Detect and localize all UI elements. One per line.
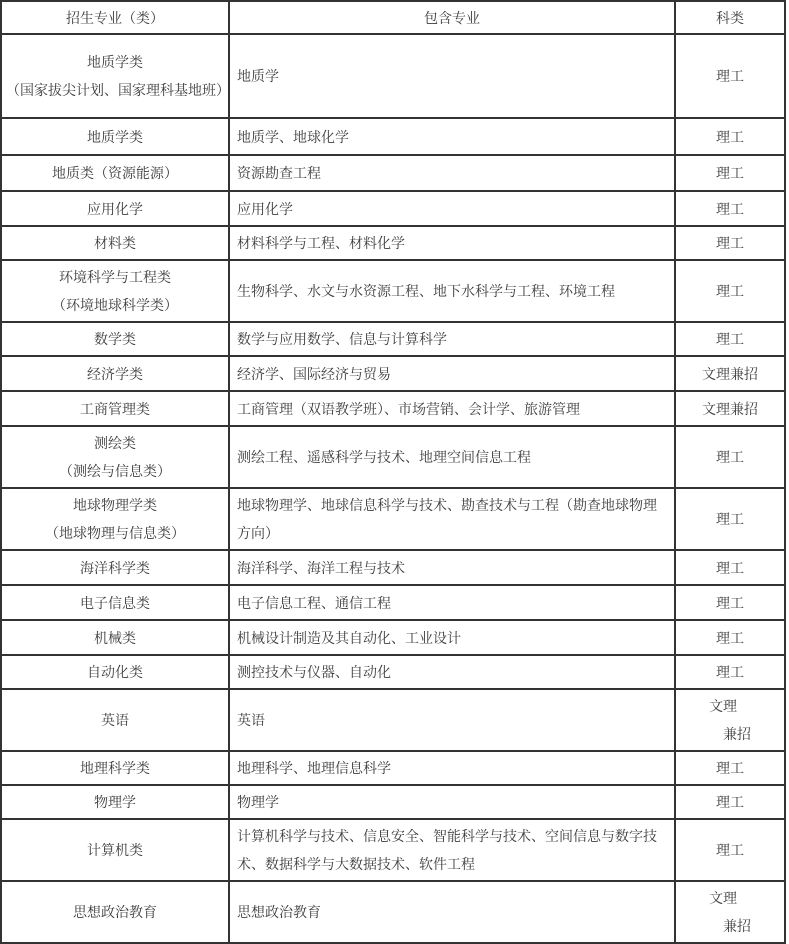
included-majors-cell: 地质学、地球化学 (229, 118, 675, 155)
subject-category-line: 兼招 (723, 726, 751, 742)
major-name: 英语 (101, 712, 129, 728)
included-majors-cell: 地球物理学、地球信息科学与技术、勘查技术与工程（勘查地球物理方向） (229, 488, 675, 550)
subject-category-cell: 理工 (675, 226, 785, 260)
included-majors-cell: 英语 (229, 689, 675, 751)
major-cell (1, 426, 229, 488)
table-row (1, 155, 785, 191)
included-majors-cell: 应用化学 (229, 191, 675, 226)
major-cell (1, 689, 229, 751)
subject-category-cell: 理工 (675, 488, 785, 550)
included-majors-cell: 电子信息工程、通信工程 (229, 585, 675, 620)
major-name: 地球物理学类 (73, 497, 157, 513)
table-row (1, 488, 785, 550)
included-majors-cell: 地理科学、地理信息科学 (229, 751, 675, 785)
included-majors-cell: 测控技术与仪器、自动化 (229, 655, 675, 689)
major-cell (1, 819, 229, 881)
major-cell (1, 620, 229, 655)
subject-category-cell: 理工 (675, 785, 785, 819)
table-row (1, 426, 785, 488)
table-row (1, 322, 785, 356)
major-note: （地球物理与信息类） (45, 525, 185, 541)
major-name: 物理学 (94, 794, 136, 810)
subject-category-cell: 理工 (675, 260, 785, 322)
subject-category-cell: 理工 (675, 34, 785, 118)
major-name: 计算机类 (87, 842, 143, 858)
table-row (1, 689, 785, 751)
major-cell (1, 260, 229, 322)
included-majors-cell: 机械设计制造及其自动化、工业设计 (229, 620, 675, 655)
major-name: 机械类 (94, 629, 136, 646)
table-row (1, 751, 785, 785)
subject-category-line: 文理 (709, 890, 737, 906)
major-cell (1, 226, 229, 260)
subject-category-cell (675, 881, 785, 943)
subject-category-cell: 理工 (675, 426, 785, 488)
major-name: 材料类 (94, 235, 136, 251)
major-note: （国家拔尖计划、国家理科基地班） (6, 82, 230, 98)
header-row (1, 1, 785, 34)
table-row (1, 356, 785, 391)
included-majors-cell: 经济学、国际经济与贸易 (229, 356, 675, 391)
major-cell (1, 785, 229, 819)
major-cell (1, 585, 229, 620)
table-row (1, 785, 785, 819)
subject-category-cell: 理工 (675, 585, 785, 620)
major-name: 环境科学与工程类 (59, 269, 171, 285)
subject-category-line: 文理 (709, 698, 737, 714)
included-majors-cell: 工商管理（双语教学班）、市场营销、会计学、旅游管理 (229, 391, 675, 426)
table-row (1, 819, 785, 881)
included-majors-cell: 计算机科学与技术、信息安全、智能科学与技术、空间信息与数字技术、数据科学与大数据技术、软件工程 (229, 819, 675, 881)
included-majors-cell: 材料科学与工程、材料化学 (229, 226, 675, 260)
subject-category-cell: 理工 (675, 322, 785, 356)
table-row (1, 620, 785, 655)
subject-category-cell: 文理兼招 (675, 391, 785, 426)
included-majors-cell: 资源勘查工程 (229, 155, 675, 191)
major-name: 地质学类 (87, 54, 143, 70)
major-cell (1, 155, 229, 191)
table-row (1, 191, 785, 226)
included-majors-cell: 思想政治教育 (229, 881, 675, 943)
major-cell (1, 391, 229, 426)
major-name: 电子信息类 (80, 594, 150, 611)
subject-category-cell: 理工 (675, 751, 785, 785)
included-majors-cell: 测绘工程、遥感科学与技术、地理空间信息工程 (229, 426, 675, 488)
table-row (1, 118, 785, 155)
major-cell (1, 881, 229, 943)
table-row (1, 585, 785, 620)
subject-category-cell: 理工 (675, 620, 785, 655)
subject-category-cell: 理工 (675, 655, 785, 689)
major-cell (1, 356, 229, 391)
included-majors-cell: 地质学 (229, 34, 675, 118)
subject-category-cell: 理工 (675, 550, 785, 585)
major-cell (1, 34, 229, 118)
major-note: （测绘与信息类） (59, 463, 171, 479)
major-name: 数学类 (94, 331, 136, 347)
major-cell (1, 550, 229, 585)
major-name: 测绘类 (94, 435, 136, 451)
table-row (1, 260, 785, 322)
included-majors-cell: 生物科学、水文与水资源工程、地下水科学与工程、环境工程 (229, 260, 675, 322)
table-row (1, 34, 785, 118)
major-cell (1, 191, 229, 226)
major-name: 应用化学 (87, 200, 143, 217)
major-name: 工商管理类 (80, 400, 150, 417)
subject-category-line: 兼招 (723, 918, 751, 934)
subject-category-cell: 文理兼招 (675, 356, 785, 391)
table-row (1, 226, 785, 260)
table-row (1, 391, 785, 426)
subject-category-cell: 理工 (675, 118, 785, 155)
table-row (1, 881, 785, 943)
table-row (1, 550, 785, 585)
subject-category-cell (675, 689, 785, 751)
included-majors-cell: 海洋科学、海洋工程与技术 (229, 550, 675, 585)
major-note: （环境地球科学类） (52, 297, 178, 313)
major-cell (1, 655, 229, 689)
major-cell (1, 488, 229, 550)
major-name: 经济学类 (87, 365, 143, 382)
table-row (1, 655, 785, 689)
included-majors-cell: 数学与应用数学、信息与计算科学 (229, 322, 675, 356)
major-cell (1, 322, 229, 356)
major-name: 地质类（资源能源） (52, 165, 178, 181)
subject-category-cell: 理工 (675, 191, 785, 226)
major-name: 地理科学类 (80, 760, 150, 776)
header-major: 招生专业（类） (1, 1, 229, 34)
header-category: 科类 (675, 1, 785, 34)
major-name: 思想政治教育 (73, 904, 157, 920)
table-body (1, 34, 785, 943)
major-cell (1, 118, 229, 155)
subject-category-cell: 理工 (675, 155, 785, 191)
major-cell (1, 751, 229, 785)
major-name: 地质学类 (87, 128, 143, 145)
major-name: 海洋科学类 (80, 559, 150, 576)
major-name: 自动化类 (87, 664, 143, 680)
included-majors-cell: 物理学 (229, 785, 675, 819)
subject-category-cell: 理工 (675, 819, 785, 881)
header-included: 包含专业 (229, 1, 675, 34)
